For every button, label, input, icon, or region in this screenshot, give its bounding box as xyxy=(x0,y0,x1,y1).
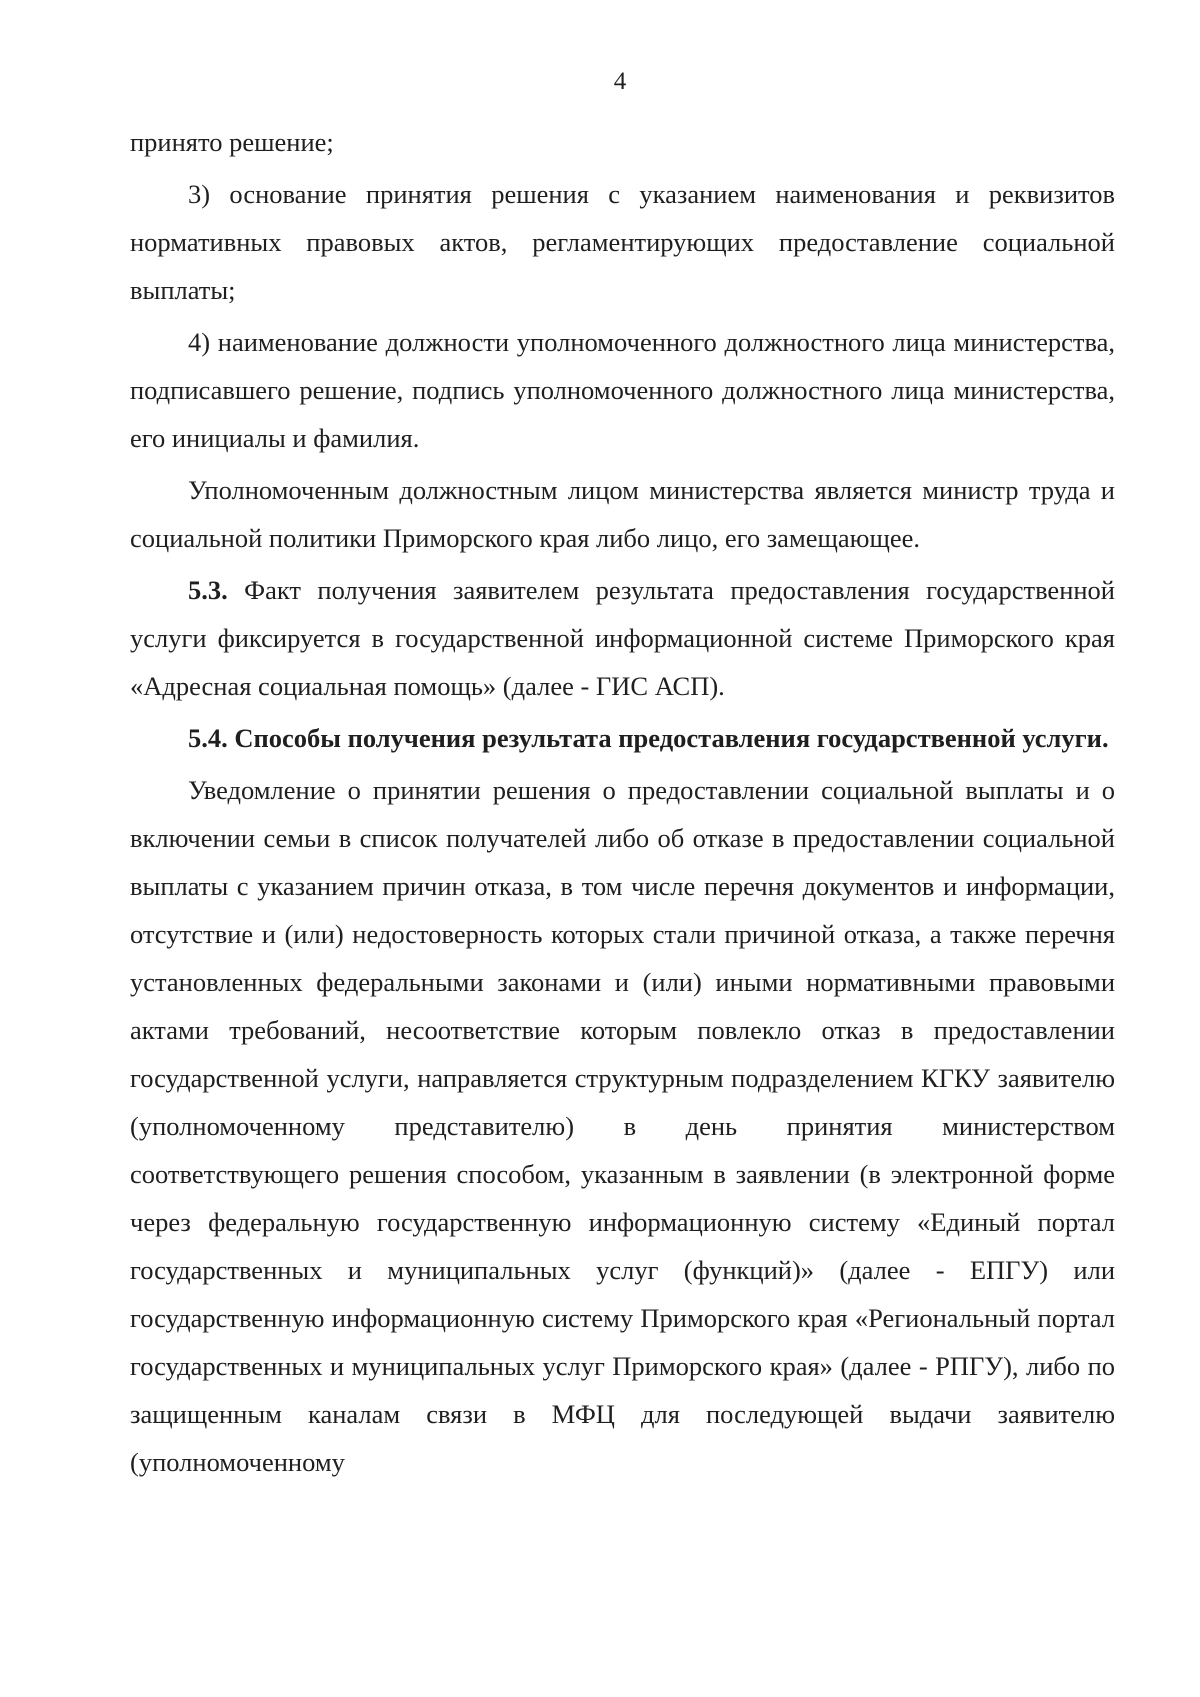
paragraph-continuation: принято решение; xyxy=(130,127,334,157)
page-number: 4 xyxy=(613,68,627,95)
paragraph-authorized-official: Уполномоченным должностным лицом министерства является министр труда и социальной политики Приморского края либо лицо, его замещающее. xyxy=(130,475,1115,553)
paragraph-5-3 xyxy=(130,566,1115,710)
paragraph-item-3: 3) основание принятия решения с указанием наименования и реквизитов нормативных правовых актов, регламентирующих предоставление социальной выплаты; xyxy=(130,179,1115,305)
section-heading-5-4: 5.4. Способы получения результата предоставления государственной услуги. xyxy=(188,723,1109,753)
paragraph-item-4: 4) наименование должности уполномоченного должностного лица министерства, подписавшего решение, подпись уполномоченного должностного лица министерства, его инициалы и фамилия. xyxy=(130,327,1115,453)
paragraph-notification: Уведомление о принятии решения о предоставлении социальной выплаты и о включении семьи в список получателей либо об отказе в предоставлении социальной выплаты с указанием причин отказа, в том числе перечня документов и информации, отсутствие и (или) недостоверность которых стали причиной отказа, а также перечня установленных федеральными законами и (или) иными нормативными правовыми актами требований, несоответствие которым повлекло отказ в предоставлении государственной услуги, направляется структурным подразделением КГКУ заявителю (уполномоченному представителю) в день принятия министерством соответствующего решения способом, указанным в заявлении (в электронной форме через федеральную государственную информационную систему «Единый портал государственных и муниципальных услуг (функций)» (далее - ЕПГУ) или государственную информационную систему Приморского края «Региональный портал государственных и муниципальных услуг Приморского края» (далее - РПГУ), либо по защищенным каналам связи в МФЦ для последующей выдачи заявителю (уполномоченному xyxy=(130,775,1115,1477)
paragraph-5-3-text: Факт получения заявителем результата предоставления государственной услуги фиксируется в государственной информационной системе Приморского края «Адресная социальная помощь» (далее - ГИС АСП). xyxy=(130,575,1115,701)
document-body xyxy=(130,118,1115,1486)
section-number-5-3: 5.3. xyxy=(188,575,228,605)
